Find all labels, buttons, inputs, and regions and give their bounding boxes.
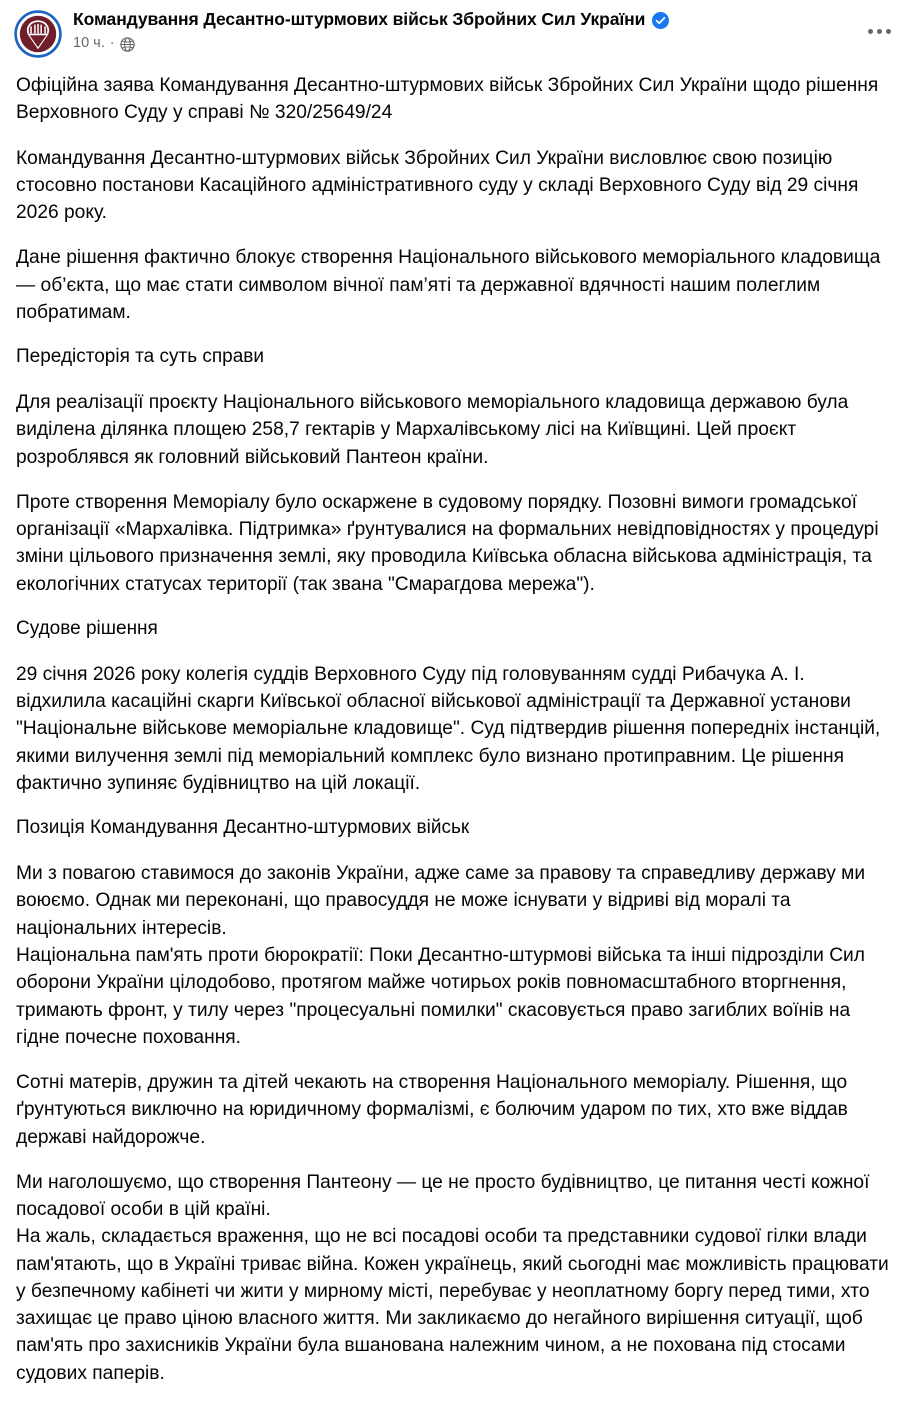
- post-paragraph: Командування Десантно-штурмових військ Збройних Сил України висловлює свою позицію стосовно постанови Касаційного адміністративного суду у складі Верховного Суду від 29 січня 2026 року.: [16, 147, 859, 224]
- verified-check-icon: [652, 12, 669, 29]
- post-meta-row: [73, 35, 900, 51]
- post-paragraph: Ми з повагою ставимося до законів України, адже саме за правову та справедливу державу ми воюємо. Однак ми переконані, що правосуддя не може існувати у відриві від моралі та національних інтересів.: [16, 863, 866, 939]
- meta-separator: ·: [109, 35, 115, 52]
- post-section-heading: Позиція Командування Десантно-штурмових військ: [16, 817, 470, 839]
- page-name[interactable]: Командування Десантно-штурмових військ Збройних Сил України: [73, 9, 646, 29]
- page-name-row: [73, 9, 900, 30]
- post-paragraph: Сотні матерів, дружин та дітей чекають на створення Національного меморіалу. Рішення, що ґрунтуються виключно на юридичному формалізмі, є болючим ударом по тих, хто вже віддав державі найдорожче.: [16, 1072, 848, 1148]
- post-paragraph: Національна пам'ять проти бюрократії: Поки Десантно-штурмові війська та інші підрозділи Сил оборони України цілодобово, протягом майже чотирьох років повномасштабного вторгнення, тримають фронт, у тилу через "процесуальні помилки" скасовується право загиблих воїнів на гідне почесне поховання.: [16, 945, 865, 1048]
- post-paragraph: Ми наголошуємо, що створення Пантеону — це не просто будівництво, це питання честі кожної посадової особи в цій країні.: [16, 1171, 870, 1221]
- globe-public-icon[interactable]: [120, 37, 135, 52]
- ellipsis-dot: [868, 29, 873, 34]
- ellipsis-dot: [886, 29, 891, 34]
- post-paragraph: Для реалізації проєкту Національного військового меморіального кладовища державою була виділена ділянка площею 258,7 гектарів у Мархалівському лісі на Київщині. Цей проєкт розроблявся як головний військовий Пантеон країни.: [16, 392, 849, 468]
- post-header-text: [62, 8, 900, 51]
- post-section-heading: Судове рішення: [16, 617, 158, 639]
- post-paragraph: На жаль, складається враження, що не всі посадові особи та представники судової гілки влади пам'ятають, що в Україні триває війна. Кожен українець, який сьогодні має можливість працювати у безпечному кабінеті чи жити у мирному місті, перебуває у неоплатному боргу перед тими, хто захищає це право ціною власного життя. Ми закликаємо до негайного вирішення ситуації, щоб пам'ять про захисників України була вшанована належним чином, а не похована під стосами судових паперів.: [16, 1226, 889, 1384]
- post-paragraph: Дане рішення фактично блокує створення Національного військового меморіального кладовища — об’єкта, що має стати символом вічної пам’яті та державної вдячності нашим полеглим побратимам.: [16, 247, 881, 323]
- post-timestamp[interactable]: 10 ч.: [73, 35, 105, 52]
- post-section-heading: Передісторія та суть справи: [16, 346, 265, 368]
- post-body: [0, 62, 914, 1403]
- post-paragraph: Проте створення Меморіалу було оскаржене в судовому порядку. Позовні вимоги громадської організації «Мархалівка. Підтримка» ґрунтувалися на формальних невідповідностях у процедурі зміни цільового призначення землі, яку проводила Київська обласна військова адміністрація, та екологічних статусах території (так звана "Смарагдова мережа").: [16, 491, 879, 595]
- avatar[interactable]: [14, 10, 62, 58]
- post-header: [0, 0, 914, 62]
- post-paragraph: Офіційна заява Командування Десантно-штурмових військ Збройних Сил України щодо рішення Верховного Суду у справі № 320/25649/24: [16, 75, 879, 124]
- post-paragraph: 29 січня 2026 року колегія суддів Верховного Суду під головуванням судді Рибачука А. І. відхилила касаційні скарги Київської обласної військової адміністрації та Державної установи "Національне військове меморіальне кладовище". Суд підтвердив рішення попередніх інстанцій, якими вилучення землі під меморіальний комплекс було визнано протиправним. Це рішення фактично зупиняє будівництво на цій локації.: [16, 663, 881, 794]
- ellipsis-dot: [877, 29, 882, 34]
- post-options-button[interactable]: [862, 14, 896, 48]
